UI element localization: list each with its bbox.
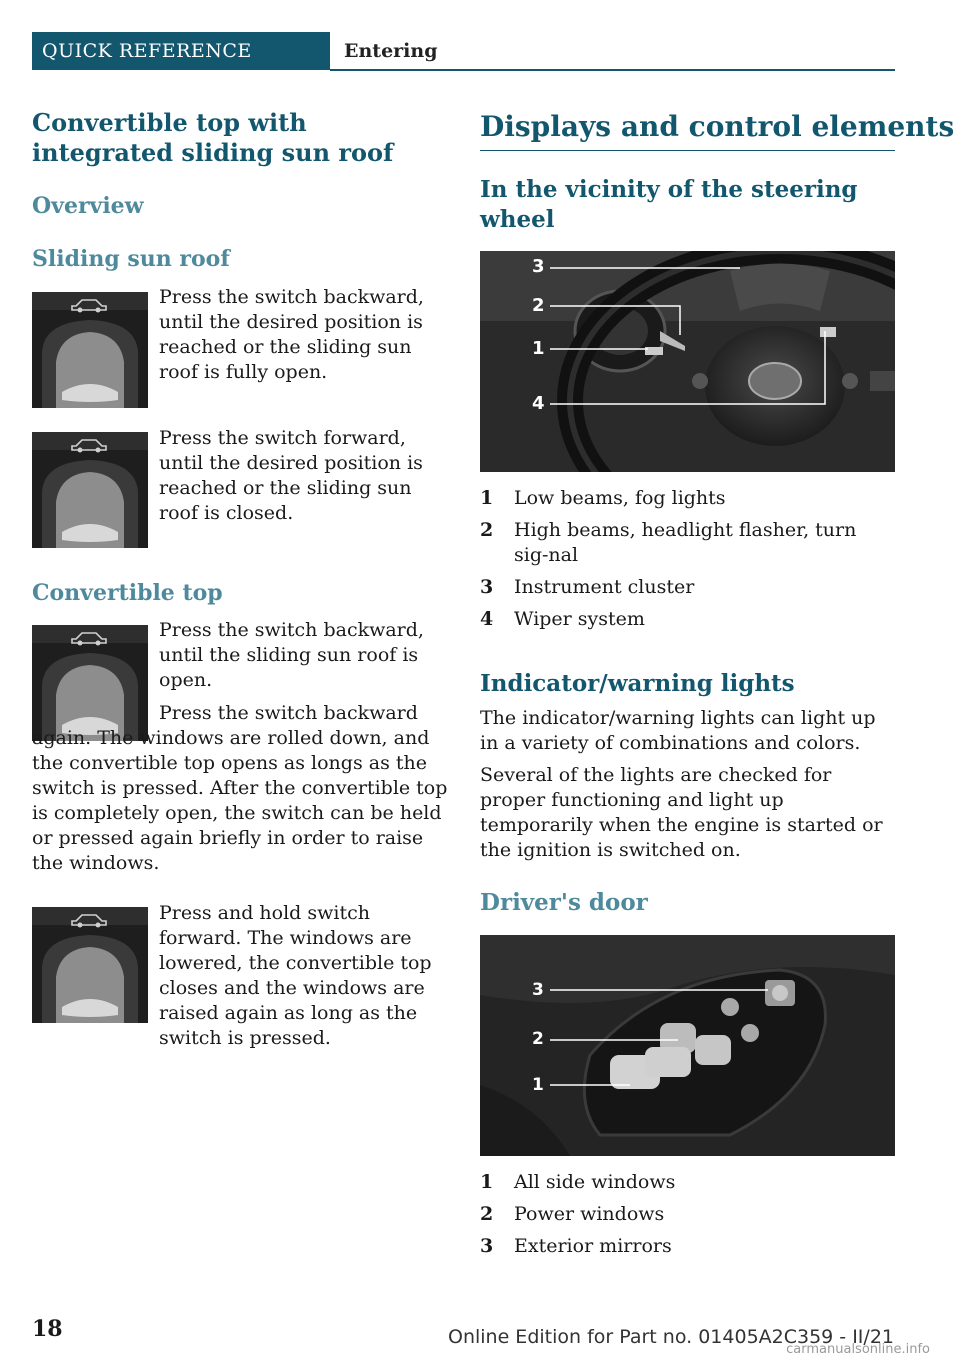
list-item: 2 Power windows [480, 1203, 665, 1225]
list-item: 3 Exterior mirrors [480, 1235, 672, 1257]
list-item: 4 Wiper system [480, 608, 645, 630]
sun-roof-close-text: Press the switch forward, until the desired position is reached or the sliding sun roof is closed. [159, 427, 423, 524]
convertible-windows-text: Press the switch backward again. The windows are rolled down, and the convertible top opens as longs as the switch is pressed. After the convertible top is completely open, the switch can be held or pressed again briefly in order to raise the windows. [32, 702, 448, 874]
door-callout-2: 2 [532, 1029, 544, 1049]
header-chapter: Entering [344, 40, 438, 62]
list-item: 2 High beams, headlight flasher, turn sig-nal [480, 519, 857, 566]
car-roof-icon [32, 907, 148, 1023]
steering-wheel-photo [480, 251, 895, 472]
displays-controls-title: Displays and control elements [480, 110, 955, 143]
steering-callout-1: 1 [532, 338, 545, 359]
convertible-top-title: Convertible top with integrated sliding sun roof [32, 108, 394, 167]
list-item: 1 All side windows [480, 1171, 676, 1193]
list-item: 1 Low beams, fog lights [480, 487, 726, 509]
sliding-sun-roof-heading: Sliding sun roof [32, 246, 230, 272]
header-rule [330, 69, 895, 71]
title-rule [480, 150, 895, 151]
steering-heading: In the vicinity of the steering wheel [480, 176, 858, 233]
door-callout-1: 1 [532, 1075, 544, 1095]
overview-heading: Overview [32, 193, 144, 219]
edition-footer: Online Edition for Part no. 01405A2C359 - II/21 [447, 1326, 894, 1348]
roof-switch-image [32, 292, 148, 408]
convertible-close-text: Press and hold switch forward. The windows are lowered, the convertible top closes and the windows are raised again as long as the switch is pressed. [159, 902, 432, 1049]
list-item: 3 Instrument cluster [480, 576, 695, 598]
convertible-open-text: Press the switch backward, until the sliding sun roof is open. [159, 619, 424, 691]
door-callout-3: 3 [532, 980, 544, 1000]
watermark: carmanualsonline.info [786, 1342, 930, 1357]
steering-legend [480, 486, 895, 639]
door-legend [480, 1170, 895, 1266]
steering-callout-2: 2 [532, 295, 545, 316]
indicator-heading: Indicator/warning lights [480, 670, 795, 697]
steering-callout-3: 3 [532, 256, 545, 277]
drivers-door-photo [480, 935, 895, 1156]
sun-roof-open-text: Press the switch backward, until the desired position is reached or the sliding sun roof is fully open. [159, 286, 424, 383]
steering-callout-lines [480, 251, 895, 472]
roof-switch-image [32, 907, 148, 1023]
drivers-door-heading: Driver's door [480, 889, 648, 916]
header-section: QUICK REFERENCE [32, 32, 330, 70]
car-roof-icon [32, 432, 148, 548]
roof-switch-image [32, 432, 148, 548]
convertible-top-heading: Convertible top [32, 580, 223, 606]
indicator-text-2: Several of the lights are checked for proper functioning and light up temporarily when the engine is started or the ignition is switched on. [480, 764, 883, 861]
car-roof-icon [32, 292, 148, 408]
steering-callout-4: 4 [532, 393, 545, 414]
indicator-text-1: The indicator/warning lights can light up in a variety of combinations and colors. [480, 707, 876, 754]
page-number: 18 [32, 1316, 63, 1342]
